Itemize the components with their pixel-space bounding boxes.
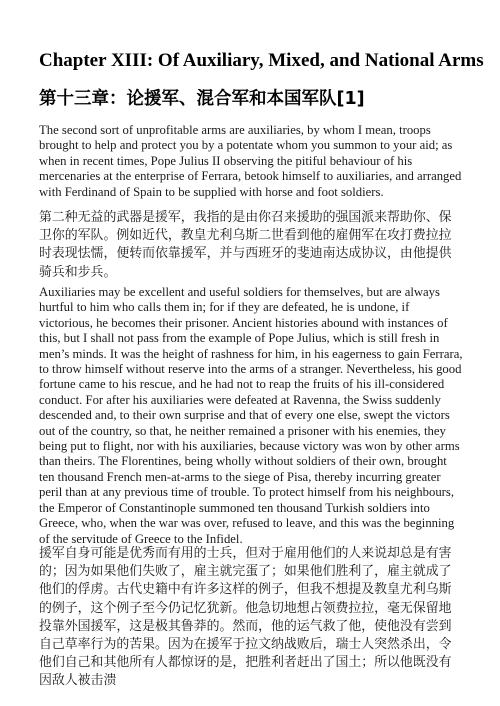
paragraph-english-1: The second sort of unprofitable arms are auxiliaries, by whom I mean, troops brought to help and protect you by a potentate whom you summon to your aid; as when in recent times, Pope Julius II observing the pitiful behaviour of his mercenaries at the enterprise of Ferrara, betook himself to auxiliaries, and arranged with Ferdinand of Spain to be supplied with horse and foot soldiers. [39, 123, 462, 199]
paragraph-chinese-1: 第二种无益的武器是援军，我指的是由你召来援助的强国派来帮助你、保卫你的军队。例如近代，教皇尤利乌斯二世看到他的雇佣军在攻打费拉拉时表现怯懦，便转而依靠援军，并与西班牙的斐迪南达成协议，由他提供骑兵和步兵。 [39, 210, 452, 280]
paragraph-chinese-2: 援军自身可能是优秀而有用的士兵，但对于雇用他们的人来说却总是有害的；因为如果他们失败了，雇主就完蛋了；如果他们胜利了，雇主就成了他们的俘虏。古代史籍中有许多这样的例子，但我不想提及教皇尤利乌斯的例子，这个例子至今仍记忆犹新。他急切地想占领费拉拉，毫无保留地投靠外国援军，这是极其鲁莽的。然而，他的运气救了他，使他没有尝到自己草率行为的苦果。因为在援军于拉文纳战败后，瑞士人突然杀出，令他们自己和其他所有人都惊讶的是，把胜利者赶出了国土；所以他既没有因敌人被击溃 [39, 546, 452, 689]
paragraph-english-2: Auxiliaries may be excellent and useful soldiers for themselves, but are always hurtful to him who calls them in; for if they are defeated, he is undone, if victorious, he becomes their prisoner. Ancient histories abound with instances of this, but I shall not pass from the example of Pope Julius, which is still fresh in men’s minds. It was the height of rashness for him, in his eagerness to gain Ferrara, to throw himself without reserve into the arms of a stranger. Nevertheless, his good fortune came to his rescue, and he had not to reap the fruits of his ill-considered conduct. For after his auxiliaries were defeated at Ravenna, the Swiss suddenly descended and, to their own surprise and that of every one else, swept the victors out of the country, so that, he neither remained a prisoner with his enemies, they being put to flight, nor with his auxiliaries, because victory was won by other arms than theirs. The Florentines, being wholly without soldiers of their own, brought ten thousand French men-at-arms to the siege of Pisa, thereby incurring greater peril than at any previous time of trouble. To protect himself from his neighbours, the Emperor of Constantinople summoned ten thousand Turkish soldiers into Greece, who, when the war was over, refused to leave, and this was the beginning of the servitude of Greece to the Infidel. [39, 285, 463, 546]
chapter-title-chinese: 第十三章：论援军、混合军和本国军队[1] [39, 89, 365, 109]
chapter-title-english: Chapter XIII: Of Auxiliary, Mixed, and National Arms [39, 50, 484, 71]
